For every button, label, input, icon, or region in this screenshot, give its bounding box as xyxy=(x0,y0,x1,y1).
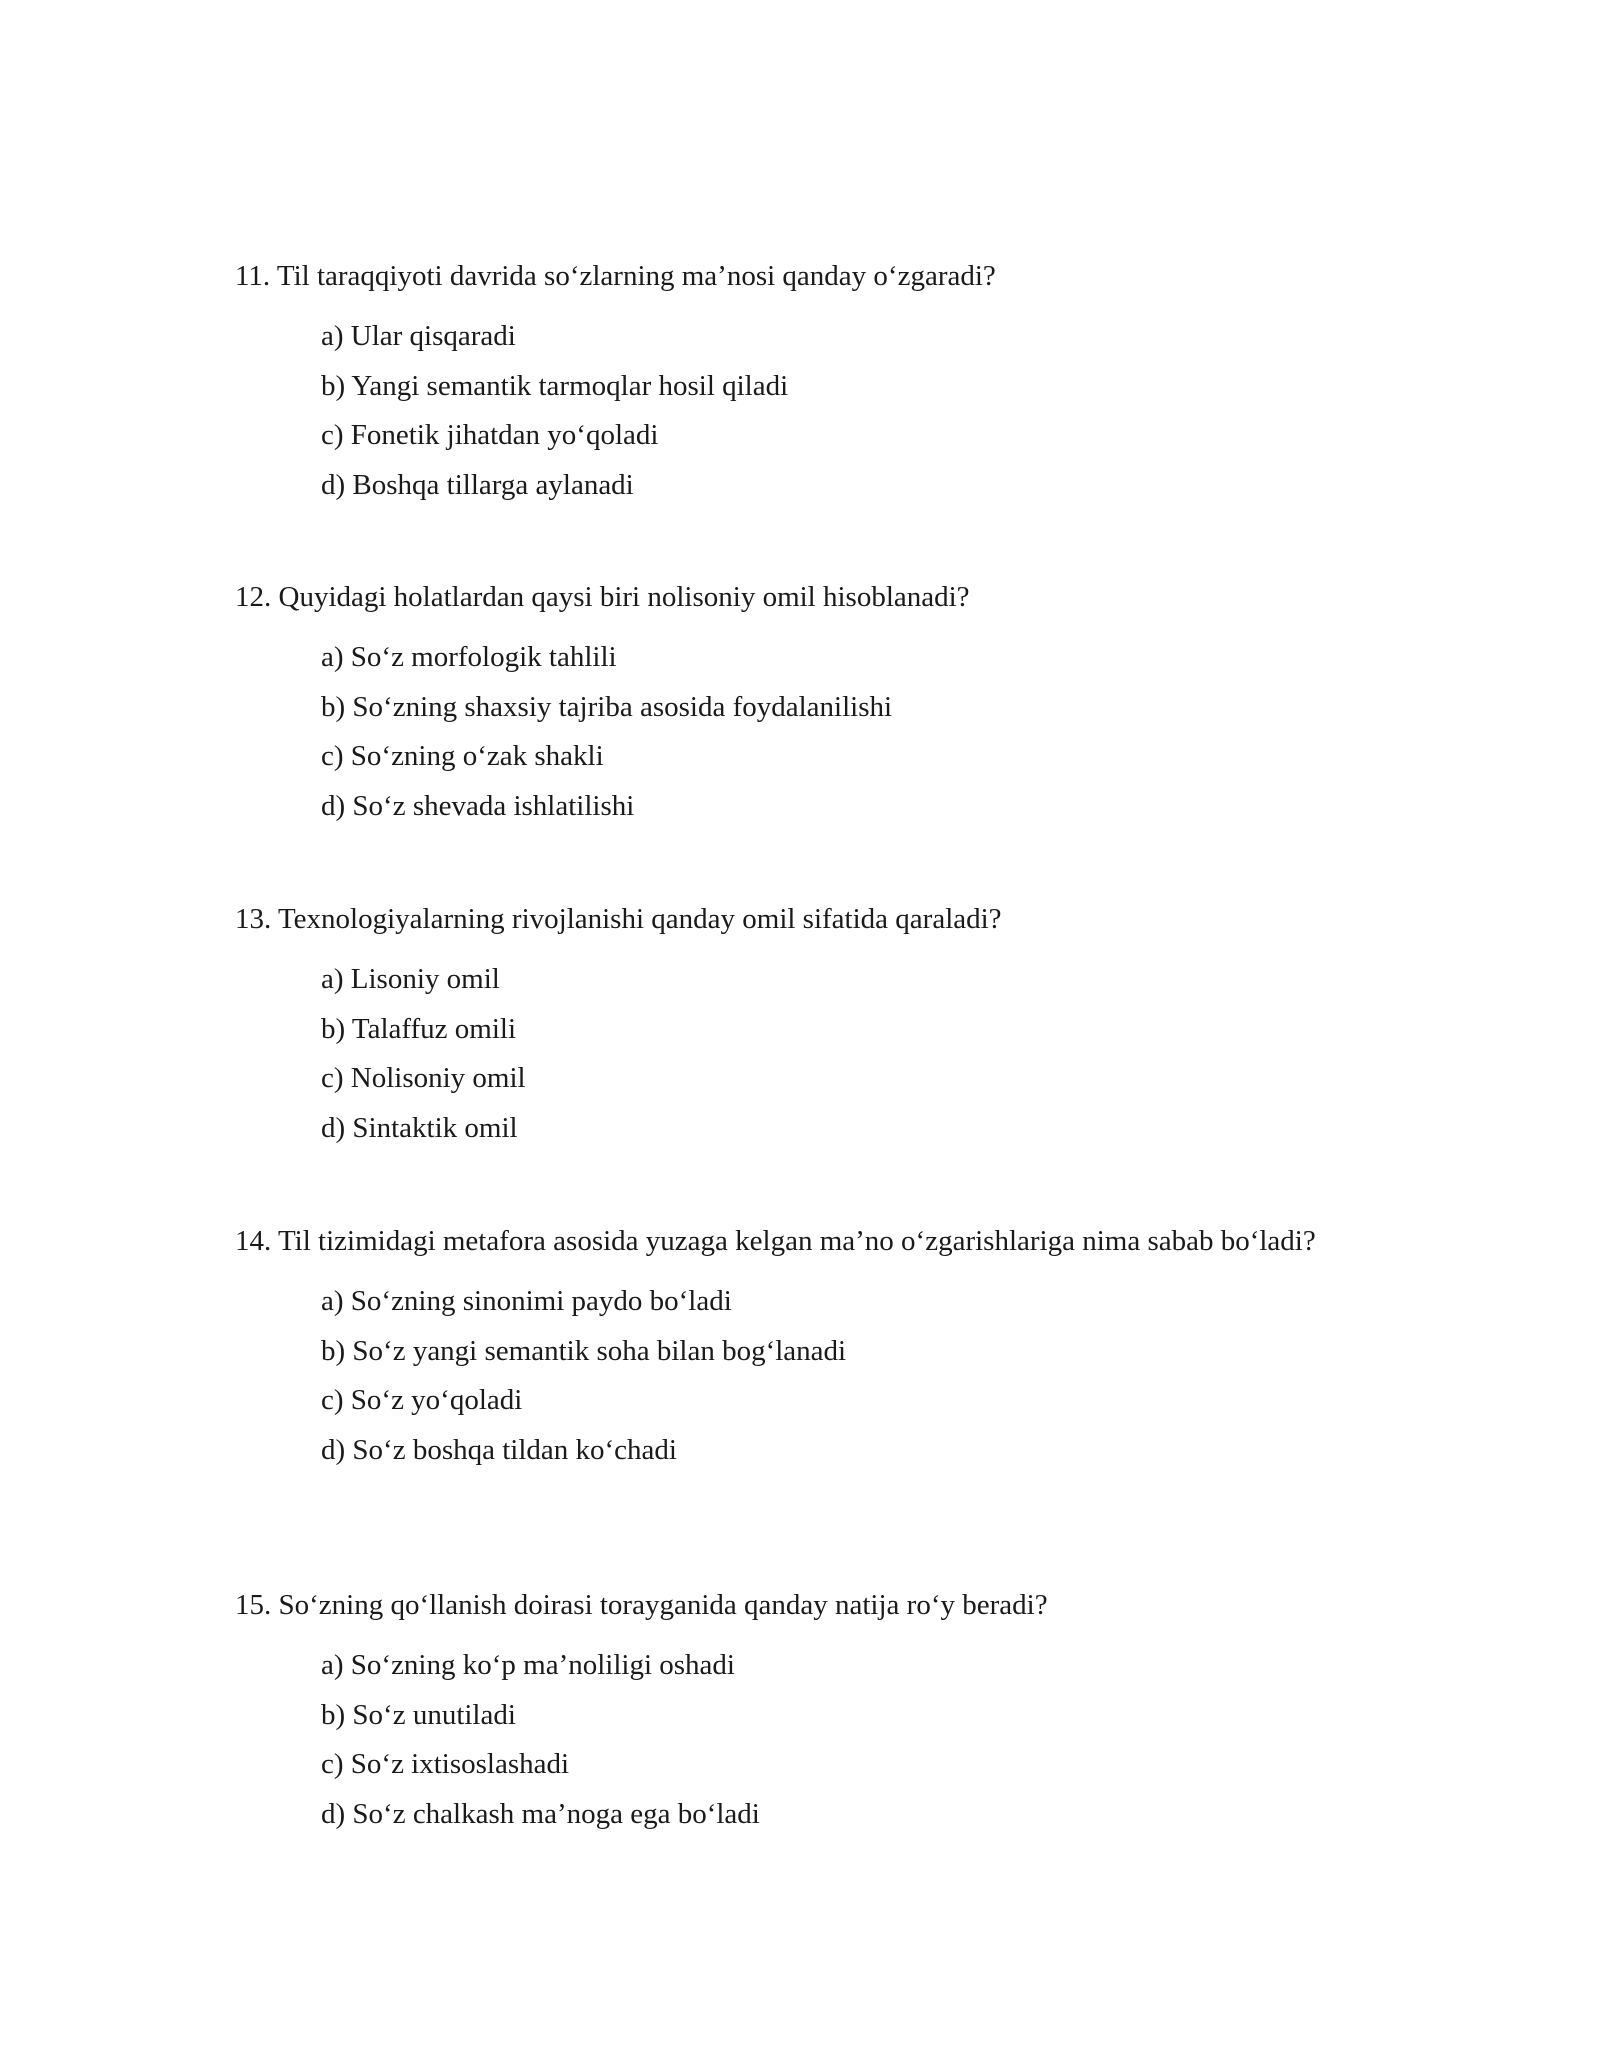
option-b: b) So‘z yangi semantik soha bilan bog‘lanadi xyxy=(321,1334,847,1367)
question-13 xyxy=(235,899,1335,1153)
option-list xyxy=(321,1641,1335,1839)
option-d: d) So‘z boshqa tildan ko‘chadi xyxy=(321,1433,677,1466)
option-a: a) So‘zning ko‘p ma’noliligi oshadi xyxy=(321,1649,735,1681)
option-b: b) Yangi semantik tarmoqlar hosil qiladi xyxy=(321,369,789,402)
option-a: a) So‘zning sinonimi paydo bo‘ladi xyxy=(321,1285,732,1317)
option-c: c) So‘z yo‘qoladi xyxy=(321,1384,523,1416)
option-d: d) Sintaktik omil xyxy=(321,1111,518,1144)
question-text: 14. Til tizimidagi metafora asosida yuzaga kelgan ma’no o‘zgarishlariga nima sabab bo‘ladi? xyxy=(235,1225,1316,1257)
option-b: b) So‘z unutiladi xyxy=(321,1698,516,1731)
option-c: c) Fonetik jihatdan yo‘qoladi xyxy=(321,419,659,451)
question-14 xyxy=(235,1221,1335,1475)
option-d: d) So‘z chalkash ma’noga ega bo‘ladi xyxy=(321,1797,760,1830)
question-text: 15. So‘zning qo‘llanish doirasi torayganida qanday natija ro‘y beradi? xyxy=(235,1589,1048,1621)
option-b: b) Talaffuz omili xyxy=(321,1012,517,1045)
option-list xyxy=(321,1277,1335,1475)
option-b: b) So‘zning shaxsiy tajriba asosida foydalanilishi xyxy=(321,690,893,723)
question-15 xyxy=(235,1585,1335,1839)
option-c: c) Nolisoniy omil xyxy=(321,1062,526,1094)
option-list xyxy=(321,955,1335,1153)
question-11 xyxy=(235,256,1335,510)
option-list xyxy=(321,633,1335,831)
option-a: a) Lisoniy omil xyxy=(321,963,500,995)
option-c: c) So‘z ixtisoslashadi xyxy=(321,1748,570,1780)
option-a: a) Ular qisqaradi xyxy=(321,320,516,352)
option-a: a) So‘z morfologik tahlili xyxy=(321,641,617,673)
option-d: d) So‘z shevada ishlatilishi xyxy=(321,789,635,822)
question-text: 11. Til taraqqiyoti davrida so‘zlarning ma’nosi qanday o‘zgaradi? xyxy=(235,260,996,292)
question-12 xyxy=(235,577,1335,831)
option-c: c) So‘zning o‘zak shakli xyxy=(321,740,604,772)
option-list xyxy=(321,312,1335,510)
question-text: 13. Texnologiyalarning rivojlanishi qanday omil sifatida qaraladi? xyxy=(235,903,1002,935)
option-d: d) Boshqa tillarga aylanadi xyxy=(321,468,634,501)
question-text: 12. Quyidagi holatlardan qaysi biri nolisoniy omil hisoblanadi? xyxy=(235,581,970,613)
